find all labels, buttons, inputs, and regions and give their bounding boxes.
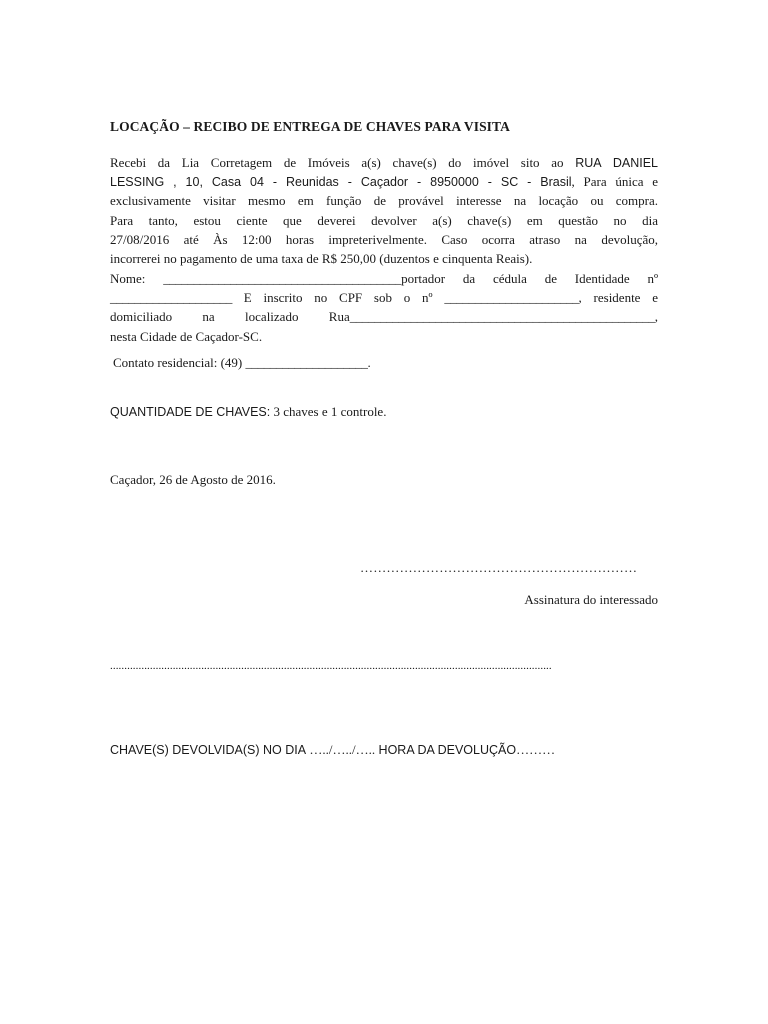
address-details: LESSING , 10, Casa 04 - Reunidas - Caçador - 8950000 - SC - Brasil [110,175,572,190]
identity-line-4: nesta Cidade de Caçador-SC. [110,328,263,344]
identity-paragraph [110,269,658,346]
receipt-line-4: Para tanto, estou ciente que deverei devolver a(s) chave(s) em questão no dia [110,212,658,228]
identity-line-2 [110,288,658,307]
identity-text-2: , residente e [578,290,658,306]
receipt-paragraph [110,153,658,268]
cpf-field[interactable]: ______________________ [444,290,579,306]
identity-line-1 [110,269,658,288]
document-title: LOCAÇÃO – RECIBO DE ENTREGA DE CHAVES PARA VISITA [110,119,510,134]
identity-text-1: portador da cédula de Identidade nº [401,271,658,286]
contact-phone-field[interactable]: ____________________ [245,355,368,370]
contact-label: Contato residencial: (49) [113,355,246,370]
name-label: Nome: [110,271,164,286]
date-line: Caçador, 26 de Agosto de 2016. [110,472,276,487]
comma: , [654,309,658,325]
identity-line-3 [110,307,658,326]
receipt-line-1 [110,153,658,172]
signature-line[interactable]: ……………………………………………………… [360,560,638,575]
return-line [110,742,555,758]
receipt-line-2 [110,172,658,191]
quantity-value: 3 chaves e 1 controle. [270,404,387,419]
return-time-label: HORA DA DEVOLUÇÃO [375,743,517,757]
receipt-line-3: exclusivamente visitar mesmo em função de provável interesse na locação ou compra. [110,193,658,209]
address-street: RUA DANIEL [575,156,658,170]
street-label: domiciliado na localizado Rua [110,309,350,325]
contact-end: . [367,355,371,370]
receipt-line-5: 27/08/2016 até Às 12:00 horas impreterivelmente. Caso ocorra atraso na devolução, [110,231,658,247]
receipt-text-2b: , Para única e [571,174,658,190]
cpf-label: E inscrito no CPF sob o nº [232,290,445,306]
signature-label: Assinatura do interessado [524,592,658,607]
returned-label: CHAVE(S) DEVOLVIDA(S) NO DIA [110,743,307,757]
quantity-line [110,404,386,420]
quantity-label: QUANTIDADE DE CHAVES: [110,405,271,419]
return-time-field[interactable]: ……… [516,742,556,757]
name-field[interactable]: _______________________________________ [163,271,402,286]
separator-line: ........................................................................................................................................................... [110,660,552,672]
contact-line [113,355,371,371]
street-field[interactable]: __________________________________________________ [349,309,655,325]
return-date-field[interactable]: …../…../….. [306,742,376,757]
receipt-text-1a: Recebi da Lia Corretagem de Imóveis a(s) chave(s) do imóvel sito ao [110,155,576,170]
receipt-line-6: incorrerei no pagamento de uma taxa de R$ 250,00 (duzentos e cinquenta Reais). [110,250,533,266]
id-number-field[interactable]: ____________________ [110,290,233,306]
